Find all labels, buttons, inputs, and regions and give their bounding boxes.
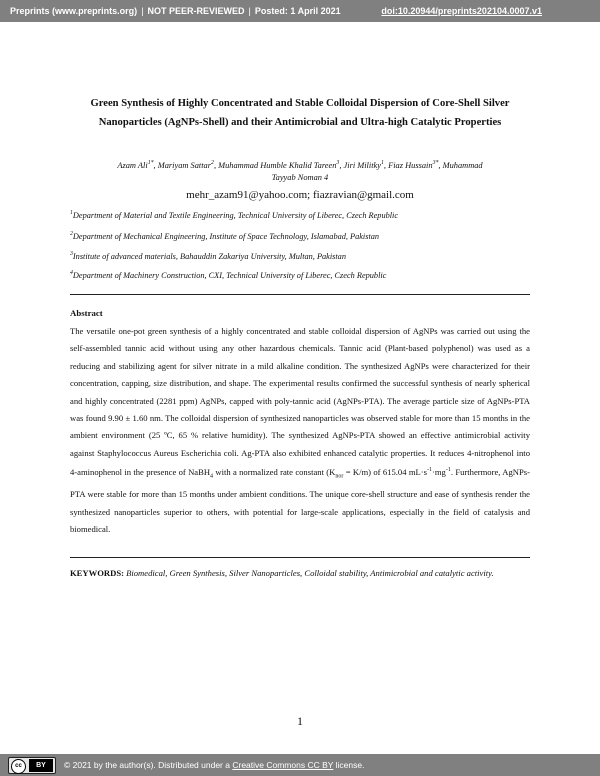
keywords <box>70 565 530 581</box>
section-divider <box>70 557 530 558</box>
license-footer-bar <box>0 754 600 776</box>
copyright-text: © 2021 by the author(s). Distributed under a <box>64 760 230 770</box>
corresponding-emails[interactable]: mehr_azam91@yahoo.com; fiazravian@gmail.com <box>186 189 414 201</box>
posted-date: Posted: 1 April 2021 <box>254 6 341 16</box>
keywords-text: Biomedical, Green Synthesis, Silver Nanoparticles, Colloidal stability, Antimicrobial and catalytic activity. <box>126 568 494 578</box>
abstract-heading: Abstract <box>70 308 103 318</box>
header-separator: | <box>141 6 144 16</box>
keywords-label: KEYWORDS: <box>70 568 124 578</box>
license-text <box>64 760 364 770</box>
license-link[interactable]: Creative Commons CC BY <box>232 760 334 770</box>
header-left <box>10 6 341 16</box>
site-name[interactable]: Preprints (www.preprints.org) <box>10 6 138 16</box>
affiliation-3: $^3$Institute of advanced materials, Bahauddin Zakariya University, Multan, Pakistan <box>70 251 346 261</box>
preprint-header-bar <box>0 0 600 22</box>
affiliation-1: $^1$Department of Material and Textile Engineering, Technical University of Liberec, Czech Republic <box>70 210 399 220</box>
header-separator: | <box>248 6 251 16</box>
by-badge: BY <box>29 759 53 772</box>
doi-link[interactable]: doi:10.20944/preprints202104.0007.v1 <box>381 6 542 16</box>
paper-title: Green Synthesis of Highly Concentrated and Stable Colloidal Dispersion of Core-Shell Silver Nanoparticles (AgNPs-Shell) and their Antimicrobial and Ultra-high Catalytic Properties <box>90 98 510 128</box>
authors-line-2: Tayyab Noman 4 <box>271 172 329 182</box>
cc-icon: cc <box>11 759 26 774</box>
page-number: 1 <box>297 714 303 728</box>
cc-by-license-icon[interactable] <box>8 757 56 774</box>
review-status: NOT PEER-REVIEWED <box>147 6 245 16</box>
affiliation-4: $^4$Department of Machinery Construction, CXI, Technical University of Liberec, Czech Republic <box>70 270 387 280</box>
license-suffix: license. <box>335 760 365 770</box>
affiliation-2: $^2$Department of Mechanical Engineering, Institute of Space Technology, Islamabad, Pakistan <box>70 231 380 241</box>
abstract-text: The versatile one-pot green synthesis of a highly concentrated and stable colloidal dispersion of AgNPs was carried out using the self-assembled tannic acid without using any other hazardous chemicals. Tannic acid (Plant-based polyphenol) was used as a reducing and stabilizing agent for silver nitrate in a mild alkaline condition. The synthesized AgNPs were characterized for their concentration, capping, size distribution, and shape. The experimental results confirmed the successful synthesis of nearly spherical and highly concentrated (2281 ppm) AgNPs, capped with poly-tannic acid (AgNPs-PTA). The average particle size of AgNPs-PTA was found 9.90 ± 1.60 nm. The colloidal dispersion of synthesized nanoparticles was observed stable for more than 15 months in the ambient environment (25 ºC, 65 % relative humidity). The synthesized AgNPs-PTA showed an effective antimicrobial activity against Staphylococcus Aureus Escherichia coli. Ag-PTA also exhibited enhanced catalytic properties. It reduces 4-nitrophenol into 4-aminophenol in the presence of NaBH$_4$ with a normalized rate constant $(K_{nor} = K/m)$ of 615.04 $mL\cdot s^{-1}\cdot mg^{-1}$. Furthermore, AgNPs-PTA were stable for more than 15 months under ambient conditions. The unique core-shell structure and ease of synthesis render the synthesized nanoparticles superior to others, with potential for large-scale applications, especially in the field of catalysis and biomedical. <box>70 326 530 535</box>
section-divider <box>70 294 530 295</box>
authors-line-1: Azam Ali$^{1*}$, Mariyam Sattar$^2$, Muhammad Humble Khalid Tareen$^3$, Jiri Militky$^1$, Fiaz Hussain$^{3*}$, Muhammad <box>117 160 483 170</box>
author-list <box>60 157 540 184</box>
